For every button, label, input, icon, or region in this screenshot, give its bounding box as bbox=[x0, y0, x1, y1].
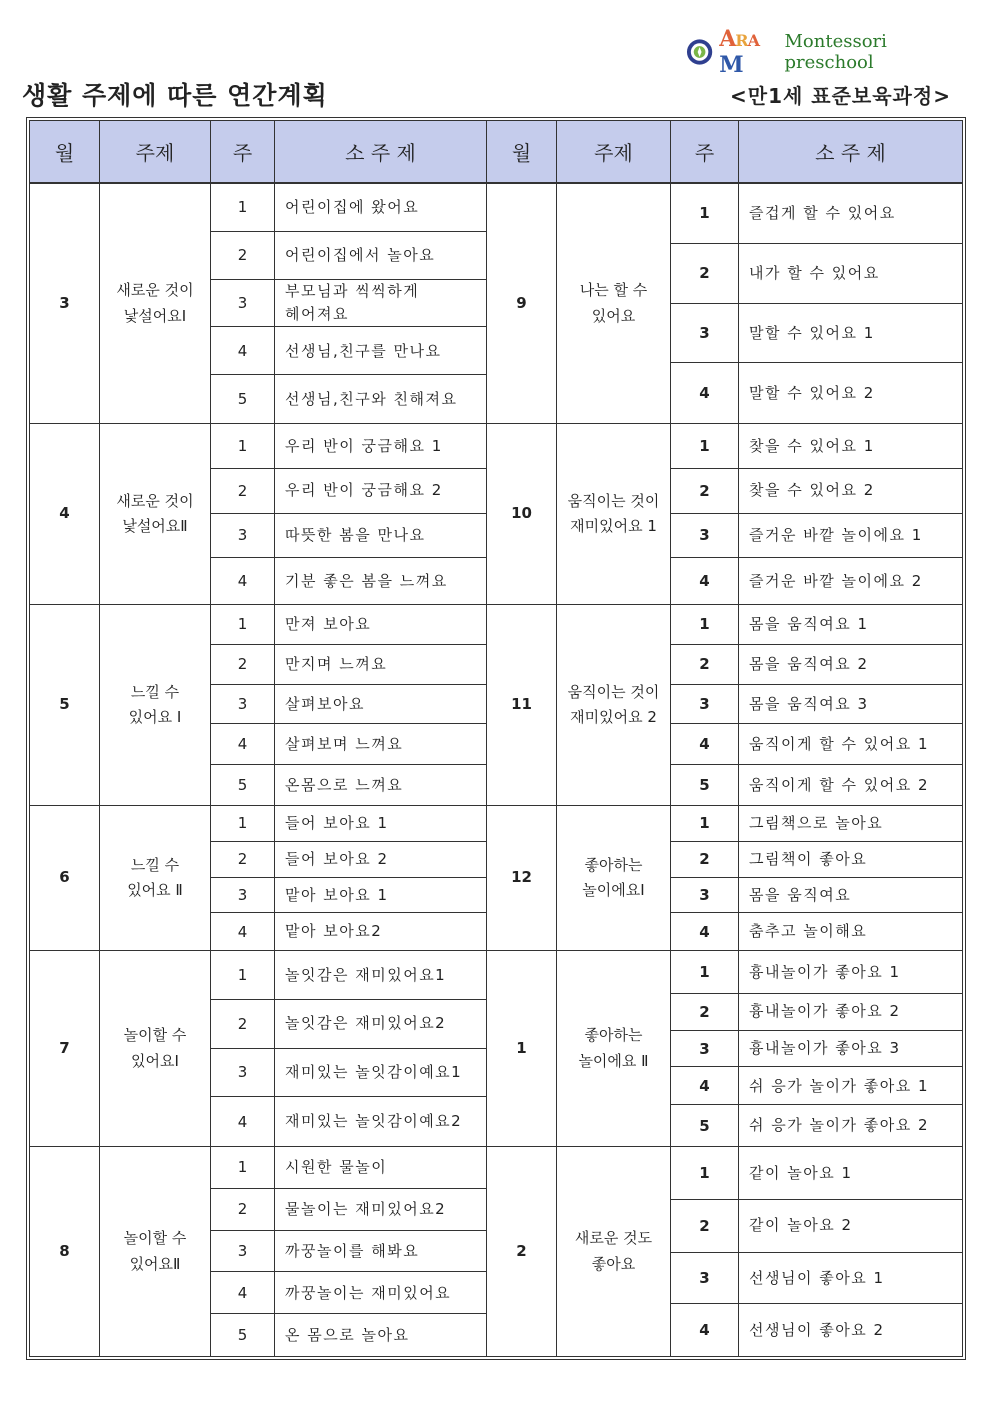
month-cell: 4 bbox=[30, 424, 100, 604]
week-number: 3 bbox=[671, 304, 739, 363]
week-row bbox=[671, 1067, 962, 1105]
week-row bbox=[211, 1147, 486, 1189]
week-number: 2 bbox=[211, 232, 275, 279]
table-left-half bbox=[29, 120, 487, 1357]
week-number: 4 bbox=[671, 1067, 739, 1104]
subtheme-cell: 맡아 보아요 1 bbox=[285, 885, 389, 904]
subtheme-cell: 몸을 움직여요 1 bbox=[749, 615, 869, 634]
theme-cell: 움직이는 것이 재미있어요 2 bbox=[557, 605, 671, 805]
week-row bbox=[211, 1000, 486, 1049]
logo-emblem-icon bbox=[686, 38, 713, 66]
subtheme-cell: 온 몸으로 놀아요 bbox=[285, 1325, 410, 1344]
subtheme-cell: 놀잇감은 재미있어요1 bbox=[285, 965, 447, 984]
week-number: 2 bbox=[211, 1189, 275, 1230]
subtheme-cell: 쉬 응가 놀이가 좋아요 2 bbox=[749, 1116, 930, 1135]
subtheme-cell: 어린이집에 왔어요 bbox=[285, 198, 420, 217]
subtheme-cell: 선생님이 좋아요 2 bbox=[749, 1320, 885, 1339]
week-number: 2 bbox=[671, 994, 739, 1030]
week-row bbox=[211, 685, 486, 725]
subtheme-cell: 움직이게 할 수 있어요 2 bbox=[749, 775, 930, 794]
week-number: 4 bbox=[671, 1304, 739, 1356]
week-number: 1 bbox=[211, 605, 275, 644]
subtheme-cell: 몸을 움직여요 2 bbox=[749, 654, 869, 673]
week-row bbox=[211, 327, 486, 375]
annual-plan-table bbox=[26, 117, 966, 1360]
month-block bbox=[29, 184, 487, 424]
week-row bbox=[671, 994, 962, 1031]
subtheme-cell: 같이 놀아요 2 bbox=[749, 1216, 853, 1235]
week-row bbox=[671, 184, 962, 244]
week-list bbox=[211, 184, 486, 423]
header-month: 월 bbox=[30, 121, 100, 182]
subtheme-cell: 물놀이는 재미있어요2 bbox=[285, 1199, 447, 1218]
subtheme-cell: 쉬 응가 놀이가 좋아요 1 bbox=[749, 1076, 930, 1095]
week-row bbox=[211, 951, 486, 1000]
month-block bbox=[29, 424, 487, 605]
subtheme-cell: 춤추고 놀이해요 bbox=[749, 922, 868, 941]
subtheme-cell: 부모님과 씩씩하게 헤어져요 bbox=[285, 282, 420, 323]
theme-cell: 나는 할 수 있어요 bbox=[557, 184, 671, 423]
header-week: 주 bbox=[671, 121, 739, 182]
week-row bbox=[211, 469, 486, 514]
week-row bbox=[211, 280, 486, 328]
week-row bbox=[671, 685, 962, 725]
week-number: 3 bbox=[671, 514, 739, 558]
week-number: 1 bbox=[671, 605, 739, 644]
week-number: 2 bbox=[671, 842, 739, 877]
week-row bbox=[671, 304, 962, 364]
week-row bbox=[671, 1304, 962, 1356]
week-number: 5 bbox=[211, 1314, 275, 1356]
week-row bbox=[211, 1189, 486, 1231]
month-block bbox=[487, 951, 963, 1147]
week-row bbox=[211, 878, 486, 914]
week-row bbox=[211, 375, 486, 423]
month-block bbox=[487, 806, 963, 951]
month-block bbox=[487, 184, 963, 424]
week-row bbox=[671, 878, 962, 914]
theme-cell: 좋아하는 놀이에요Ⅰ bbox=[557, 806, 671, 950]
subtheme-cell: 만져 보아요 bbox=[285, 615, 372, 634]
theme-cell: 새로운 것이 낯설어요Ⅰ bbox=[100, 184, 211, 423]
header-theme: 주제 bbox=[557, 121, 671, 182]
subtheme-cell: 재미있는 놀잇감이예요1 bbox=[285, 1063, 463, 1082]
brand-logo bbox=[686, 26, 976, 78]
header-subtheme: 소 주 제 bbox=[345, 141, 416, 165]
week-number: 1 bbox=[671, 806, 739, 841]
week-number: 1 bbox=[211, 184, 275, 231]
subtheme-cell: 어린이집에서 놀아요 bbox=[285, 245, 436, 264]
week-number: 3 bbox=[211, 280, 275, 327]
header-theme: 주제 bbox=[100, 121, 211, 182]
month-cell: 7 bbox=[30, 951, 100, 1146]
week-number: 5 bbox=[211, 375, 275, 423]
week-row bbox=[211, 645, 486, 685]
week-number: 5 bbox=[671, 1105, 739, 1146]
theme-cell: 움직이는 것이 재미있어요 1 bbox=[557, 424, 671, 604]
subtheme-cell: 우리 반이 궁금해요 1 bbox=[285, 436, 443, 455]
week-row bbox=[211, 806, 486, 842]
week-number: 1 bbox=[211, 806, 275, 841]
subtheme-cell: 따뜻한 봄을 만나요 bbox=[285, 526, 426, 545]
week-row bbox=[671, 244, 962, 304]
month-block bbox=[487, 424, 963, 605]
subtheme-cell: 말할 수 있어요 1 bbox=[749, 323, 875, 342]
week-row bbox=[211, 232, 486, 280]
subtheme-cell: 내가 할 수 있어요 bbox=[749, 263, 880, 282]
week-row bbox=[671, 913, 962, 950]
week-row bbox=[671, 724, 962, 765]
subtheme-cell: 그림책으로 놀아요 bbox=[749, 814, 884, 833]
theme-cell: 새로운 것이 낯설어요Ⅱ bbox=[100, 424, 211, 604]
subtheme-cell: 찾을 수 있어요 2 bbox=[749, 481, 875, 500]
logo-letter: A bbox=[719, 26, 736, 52]
subtheme-cell: 선생님,친구와 친해져요 bbox=[285, 389, 458, 408]
month-cell: 12 bbox=[487, 806, 557, 950]
subtheme-cell: 말할 수 있어요 2 bbox=[749, 383, 875, 402]
week-row bbox=[671, 514, 962, 559]
subtheme-cell: 만지며 느껴요 bbox=[285, 654, 388, 673]
subtheme-cell: 까꿍놀이를 해봐요 bbox=[285, 1241, 420, 1260]
week-row bbox=[211, 558, 486, 604]
week-row bbox=[211, 1049, 486, 1098]
week-number: 3 bbox=[211, 685, 275, 724]
week-number: 4 bbox=[211, 327, 275, 374]
week-number: 3 bbox=[211, 1231, 275, 1272]
table-grid bbox=[29, 120, 963, 1357]
week-row bbox=[211, 1231, 486, 1273]
subtheme-cell: 맡아 보아요2 bbox=[285, 922, 383, 941]
subtheme-cell: 찾을 수 있어요 1 bbox=[749, 436, 875, 455]
week-number: 5 bbox=[671, 765, 739, 805]
week-number: 3 bbox=[671, 878, 739, 913]
week-row bbox=[211, 1097, 486, 1146]
week-number: 2 bbox=[671, 244, 739, 303]
week-row bbox=[671, 605, 962, 645]
logo-letter: R bbox=[735, 31, 748, 50]
week-number: 4 bbox=[671, 558, 739, 604]
week-number: 4 bbox=[211, 1097, 275, 1146]
table-header-right bbox=[487, 120, 963, 184]
logo-school-name: Montessori preschool bbox=[784, 31, 887, 73]
week-row bbox=[671, 558, 962, 604]
subtheme-cell: 기분 좋은 봄을 느껴요 bbox=[285, 571, 448, 590]
week-list bbox=[211, 806, 486, 950]
theme-cell: 놀이할 수 있어요Ⅱ bbox=[100, 1147, 211, 1356]
week-number: 3 bbox=[671, 1253, 739, 1304]
header-subtheme: 소 주 제 bbox=[815, 141, 886, 165]
month-block bbox=[487, 1147, 963, 1357]
subtheme-cell: 즐거운 바깥 놀이에요 2 bbox=[749, 571, 923, 590]
week-row bbox=[671, 363, 962, 423]
week-list bbox=[671, 424, 962, 604]
week-number: 4 bbox=[211, 1272, 275, 1313]
week-number: 3 bbox=[211, 878, 275, 913]
week-list bbox=[671, 184, 962, 423]
subtheme-cell: 온몸으로 느껴요 bbox=[285, 775, 404, 794]
week-row bbox=[211, 842, 486, 878]
header-month: 월 bbox=[487, 121, 557, 182]
week-list bbox=[211, 424, 486, 604]
subtheme-cell: 흉내놀이가 좋아요 3 bbox=[749, 1039, 901, 1058]
week-number: 2 bbox=[211, 645, 275, 684]
theme-cell: 좋아하는 놀이에요 Ⅱ bbox=[557, 951, 671, 1146]
week-row bbox=[671, 1147, 962, 1200]
week-number: 3 bbox=[671, 685, 739, 724]
table-header-left bbox=[29, 120, 487, 184]
month-block bbox=[29, 1147, 487, 1357]
month-block bbox=[29, 806, 487, 951]
week-list bbox=[671, 806, 962, 950]
week-row bbox=[211, 424, 486, 469]
week-list bbox=[671, 951, 962, 1146]
week-row bbox=[211, 765, 486, 805]
subtheme-cell: 시원한 물놀이 bbox=[285, 1158, 388, 1177]
week-number: 1 bbox=[211, 424, 275, 468]
subtheme-cell: 살펴보며 느껴요 bbox=[285, 735, 404, 754]
week-number: 4 bbox=[211, 558, 275, 604]
week-row bbox=[211, 1314, 486, 1356]
week-row bbox=[671, 951, 962, 994]
subtheme-cell: 그림책이 좋아요 bbox=[749, 849, 868, 868]
week-row bbox=[211, 514, 486, 559]
table-right-half bbox=[487, 120, 963, 1357]
month-cell: 1 bbox=[487, 951, 557, 1146]
week-number: 3 bbox=[671, 1031, 739, 1067]
week-row bbox=[671, 1253, 962, 1305]
week-number: 3 bbox=[211, 1049, 275, 1097]
week-list bbox=[211, 951, 486, 1146]
week-list bbox=[211, 605, 486, 805]
week-row bbox=[211, 1272, 486, 1314]
subtheme-cell: 들어 보아요 1 bbox=[285, 814, 389, 833]
week-number: 2 bbox=[211, 1000, 275, 1048]
month-block bbox=[487, 605, 963, 806]
week-number: 3 bbox=[211, 514, 275, 558]
month-block bbox=[29, 605, 487, 806]
page-title: 생활 주제에 따른 연간계획 bbox=[22, 81, 328, 110]
month-cell: 3 bbox=[30, 184, 100, 423]
week-row bbox=[671, 842, 962, 878]
month-cell: 9 bbox=[487, 184, 557, 423]
week-list bbox=[211, 1147, 486, 1356]
subtheme-cell: 흉내놀이가 좋아요 1 bbox=[749, 962, 901, 981]
week-row bbox=[671, 1200, 962, 1253]
week-number: 1 bbox=[671, 951, 739, 993]
subtheme-cell: 선생님,친구를 만나요 bbox=[285, 341, 442, 360]
week-list bbox=[671, 605, 962, 805]
week-row bbox=[671, 806, 962, 842]
subtheme-cell: 몸을 움직여요 bbox=[749, 885, 852, 904]
month-cell: 10 bbox=[487, 424, 557, 604]
week-row bbox=[211, 605, 486, 645]
page-subtitle: <만1세 표준보육과정> bbox=[730, 84, 951, 108]
week-number: 5 bbox=[211, 765, 275, 805]
theme-cell: 놀이할 수 있어요Ⅰ bbox=[100, 951, 211, 1146]
week-number: 1 bbox=[671, 184, 739, 243]
week-row bbox=[211, 913, 486, 950]
logo-letter: A bbox=[747, 31, 759, 50]
subtheme-cell: 우리 반이 궁금해요 2 bbox=[285, 481, 443, 500]
week-number: 2 bbox=[211, 842, 275, 877]
logo-letter: M bbox=[719, 52, 743, 78]
week-number: 4 bbox=[671, 363, 739, 423]
week-number: 1 bbox=[671, 1147, 739, 1199]
subtheme-cell: 살펴보아요 bbox=[285, 694, 365, 713]
week-row bbox=[211, 184, 486, 232]
week-number: 2 bbox=[211, 469, 275, 513]
week-number: 4 bbox=[211, 913, 275, 950]
week-number: 1 bbox=[211, 1147, 275, 1188]
subtheme-cell: 즐거운 바깥 놀이에요 1 bbox=[749, 526, 923, 545]
month-cell: 11 bbox=[487, 605, 557, 805]
week-row bbox=[671, 645, 962, 685]
week-list bbox=[671, 1147, 962, 1356]
month-cell: 8 bbox=[30, 1147, 100, 1356]
subtheme-cell: 재미있는 놀잇감이예요2 bbox=[285, 1112, 463, 1131]
subtheme-cell: 까꿍놀이는 재미있어요 bbox=[285, 1283, 452, 1302]
header-week: 주 bbox=[211, 121, 275, 182]
month-cell: 2 bbox=[487, 1147, 557, 1356]
week-number: 4 bbox=[671, 913, 739, 950]
week-number: 4 bbox=[211, 724, 275, 764]
week-number: 1 bbox=[211, 951, 275, 999]
theme-cell: 새로운 것도 좋아요 bbox=[557, 1147, 671, 1356]
week-number: 4 bbox=[671, 724, 739, 764]
theme-cell: 느낄 수 있어요 Ⅱ bbox=[100, 806, 211, 950]
week-row bbox=[671, 1031, 962, 1068]
week-number: 2 bbox=[671, 1200, 739, 1252]
week-row bbox=[671, 765, 962, 805]
subtheme-cell: 들어 보아요 2 bbox=[285, 849, 389, 868]
subtheme-cell: 흉내놀이가 좋아요 2 bbox=[749, 1002, 901, 1021]
week-row bbox=[671, 469, 962, 514]
week-number: 2 bbox=[671, 469, 739, 513]
month-block bbox=[29, 951, 487, 1147]
week-number: 1 bbox=[671, 424, 739, 468]
subtheme-cell: 놀잇감은 재미있어요2 bbox=[285, 1014, 447, 1033]
week-row bbox=[671, 1105, 962, 1146]
week-number: 2 bbox=[671, 645, 739, 684]
week-row bbox=[671, 424, 962, 469]
subtheme-cell: 즐겁게 할 수 있어요 bbox=[749, 204, 896, 223]
month-cell: 6 bbox=[30, 806, 100, 950]
subtheme-cell: 같이 놀아요 1 bbox=[749, 1163, 853, 1182]
logo-brand-letters bbox=[719, 26, 780, 78]
month-cell: 5 bbox=[30, 605, 100, 805]
theme-cell: 느낄 수 있어요 Ⅰ bbox=[100, 605, 211, 805]
subtheme-cell: 선생님이 좋아요 1 bbox=[749, 1268, 885, 1287]
subtheme-cell: 움직이게 할 수 있어요 1 bbox=[749, 735, 930, 754]
subtheme-cell: 몸을 움직여요 3 bbox=[749, 694, 869, 713]
week-row bbox=[211, 724, 486, 765]
